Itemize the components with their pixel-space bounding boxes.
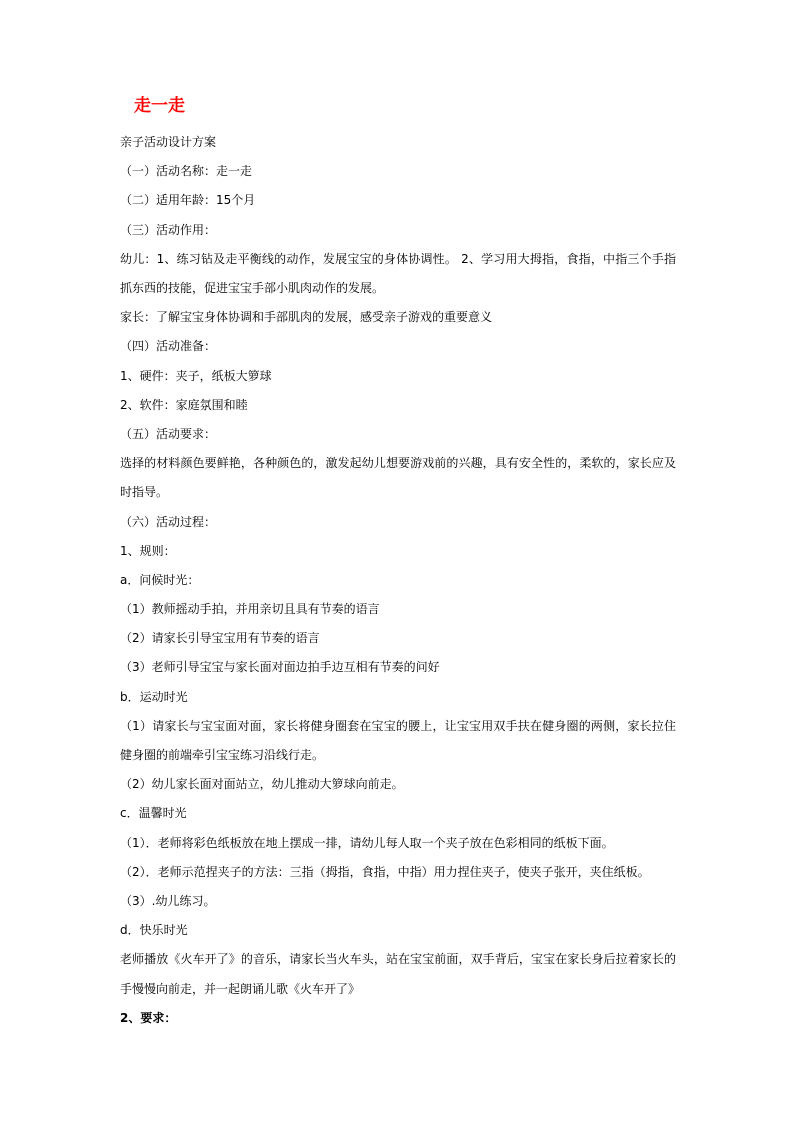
exercise-time-heading: b．运动时光 xyxy=(120,689,188,704)
warm-step-2: （2）．老师示范捏夹子的方法：三指（拇指，食指，中指）用力捏住夹子，使夹子张开，夹住纸板。 xyxy=(120,864,650,879)
warm-time-heading: c．温馨时光 xyxy=(120,806,187,821)
age-line: （二）适用年龄：15个月 xyxy=(120,193,256,208)
greeting-step-2: （2）请家长引导宝宝用有节奏的语言 xyxy=(120,631,320,646)
purpose-heading: （三）活动作用： xyxy=(120,222,217,237)
requirements-subheading: 2、要求： xyxy=(120,1010,177,1025)
happy-time-heading: d．快乐时光 xyxy=(120,923,188,938)
software-line: 2、软件：家庭氛围和睦 xyxy=(120,397,248,412)
greeting-step-3: （3）老师引导宝宝与家长面对面边拍手边互相有节奏的问好 xyxy=(120,660,440,675)
warm-step-3: （3）.幼儿练习。 xyxy=(120,893,216,908)
subtitle-line: 亲子活动设计方案 xyxy=(120,135,217,149)
document-title: 走一走 xyxy=(134,96,185,116)
exercise-step-1: （1）请家长与宝宝面对面，家长将健身圈套在宝宝的腰上，让宝宝用双手扶在健身圈的两侧，家长拉住健身圈的前端牵引宝宝练习沿线行走。 xyxy=(120,718,676,763)
child-purpose-paragraph: 幼儿：1、练习钻及走平衡线的动作，发展宝宝的身体协调性。 2、学习用大拇指，食指，中指三个手指抓东西的技能，促进宝宝手部小肌肉动作的发展。 xyxy=(120,251,676,295)
document-page xyxy=(120,92,676,1033)
exercise-step-2: （2）幼儿家长面对面站立，幼儿推动大箩球向前走。 xyxy=(120,777,404,792)
rules-heading: 1、规则： xyxy=(120,543,176,558)
warm-step-1: （1）．老师将彩色纸板放在地上摆成一排，请幼儿每人取一个夹子放在色彩相同的纸板下面。 xyxy=(120,835,614,850)
process-heading: （六）活动过程： xyxy=(120,514,217,529)
greeting-time-heading: a．问候时光： xyxy=(120,572,200,587)
preparation-heading: （四）活动准备： xyxy=(120,339,217,354)
hardware-line: 1、硬件：夹子，纸板大箩球 xyxy=(120,368,272,383)
requirements-heading: （五）活动要求： xyxy=(120,426,217,441)
materials-paragraph: 选择的材料颜色要鲜艳，各种颜色的，激发起幼儿想要游戏前的兴趣，具有安全性的，柔软的，家长应及时指导。 xyxy=(120,456,676,500)
activity-name-line: （一）活动名称：走一走 xyxy=(120,164,253,179)
parent-purpose-line: 家长：了解宝宝身体协调和手部肌肉的发展，感受亲子游戏的重要意义 xyxy=(120,310,493,325)
greeting-step-1: （1）教师摇动手拍，并用亲切且具有节奏的语言 xyxy=(120,602,380,617)
happy-time-paragraph: 老师播放《火车开了》的音乐，请家长当火车头，站在宝宝前面，双手背后，宝宝在家长身后拉着家长的手慢慢向前走，并一起朗诵儿歌《火车开了》 xyxy=(120,952,676,996)
